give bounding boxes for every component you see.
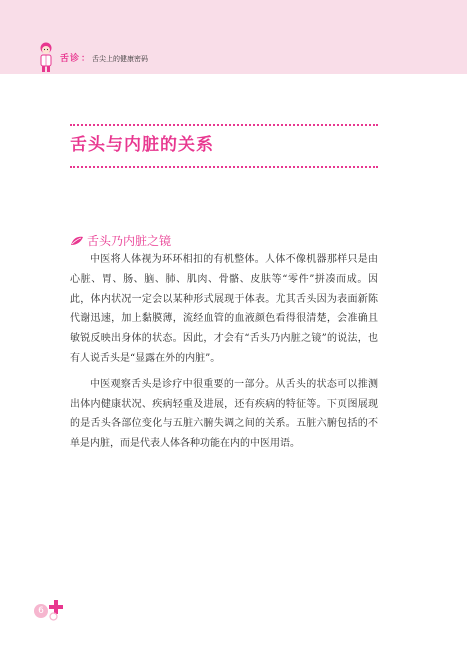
section-heading [70, 232, 171, 250]
doctor-mascot-icon [36, 42, 56, 74]
header-subtitle: 舌尖上的健康密码 [92, 55, 148, 63]
header-title-text: 舌诊 [60, 54, 81, 64]
chapter-title: 舌头与内脏的关系 [70, 135, 214, 155]
body-paragraph: 中医观察舌头是诊疗中很重要的一部分。从舌头的状态可以推测出体内健康状况、疾病轻重及进展，还有疾病的特征等。下页图展现的是舌头各部位变化与五脏六腑失调之间的关系。五脏六腑包括的不单是内脏，而是代表人体各种功能在内的中医用语。 [70, 378, 378, 450]
leaf-ornament-icon [70, 235, 84, 247]
chapter-divider-top [70, 124, 378, 126]
chapter-divider-bottom [70, 166, 378, 168]
body-paragraph: 中医将人体视为环环相扣的有机整体。人体不像机器那样只是由心脏、胃、肠、脑、肺、肌肉、骨骼、皮肤等“零件”拼凑而成。因此，体内状况一定会以某种形式展现于体表。尤其舌头因为表面新陈代谢迅速，加上黏膜薄，流经血管的血液颜色看得很清楚，会准确且敏锐反映出身体的状态。因此，才会有“舌头乃内脏之镜”的说法，也有人说舌头是“显露在外的内脏”。 [70, 254, 378, 364]
ring-icon [49, 612, 58, 621]
section-title: 舌头乃内脏之镜 [87, 234, 172, 248]
header-separator: ： [81, 54, 92, 64]
header-title [60, 53, 93, 65]
header-band [0, 0, 467, 74]
page-number: 6 [34, 604, 48, 618]
section-body [70, 250, 378, 460]
